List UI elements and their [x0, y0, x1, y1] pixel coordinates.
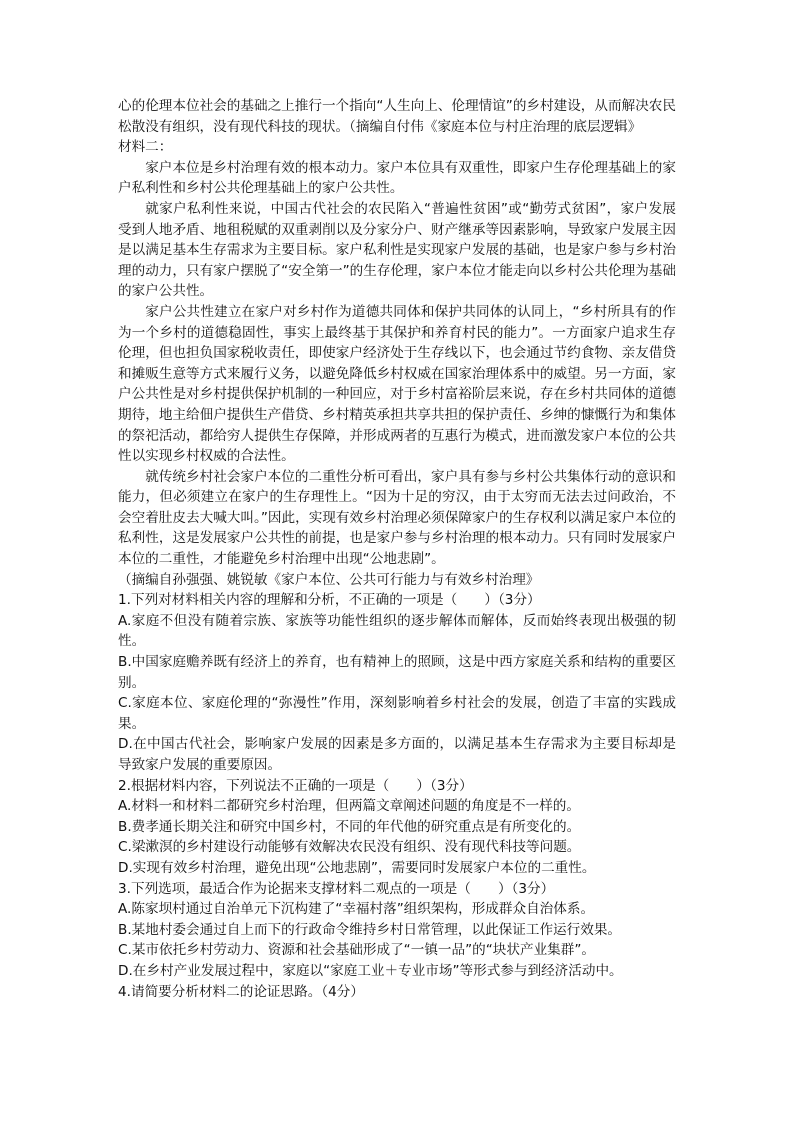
question-3-option-c: C.某市依托乡村劳动力、资源和社会基础形成了“一镇一品”的“块状产业集群”。: [118, 942, 595, 959]
question-1-option-c: C.家庭本位、家庭伦理的“弥漫性”作用，深刻影响着乡村社会的发展，创造了丰富的实践成果。: [118, 695, 676, 732]
exam-page: [118, 96, 676, 1002]
question-2-option-b: B.费孝通长期关注和研究中国乡村，不同的年代他的研究重点是有所变化的。: [118, 818, 581, 835]
question-2-option-c: C.梁漱溟的乡村建设行动能够有效解决农民没有组织、没有现代科技等问题。: [118, 839, 581, 856]
question-1-stem: 1.下列对材料相关内容的理解和分析，不正确的一项是（ ）（3分）: [118, 592, 541, 609]
material-one-tail: 心的伦理本位社会的基础之上推行一个指向“人生向上、伦理情谊”的乡村建设，从而解决农民松散没有组织，没有现代科技的现状。（摘编自付伟《家庭本位与村庄治理的底层逻辑》: [118, 98, 676, 135]
question-2-option-a: A.材料一和材料二都研究乡村治理，但两篇文章阐述问题的角度是不一样的。: [118, 798, 580, 815]
question-3-option-a: A.陈家坝村通过自治单元下沉构建了“幸福村落”组织架构，形成群众自治体系。: [118, 901, 595, 918]
question-1-option-a: A.家庭不但没有随着宗族、家族等功能性组织的逐步解体而解体，反而始终表现出极强的韧性。: [118, 612, 676, 650]
question-1-option-d: D.在中国古代社会，影响家户发展的因素是多方面的，以满足基本生存需求为主要目标却是导致家户发展的重要原因。: [118, 736, 676, 773]
material-two-heading: 材料二：: [118, 139, 173, 156]
material-two-paragraph: 就家户私利性来说，中国古代社会的农民陷入“普遍性贫困”或“勤劳式贫困”，家户发展受到人地矛盾、地租税赋的双重剥削以及分家分户、财产继承等因素影响，导致家户发展主因是以满足基本生存需求为主要目标。家户私利性是实现家户发展的基础，也是家户参与乡村治理的动力，只有家户摆脱了“安全第一”的生存伦理，家户本位才能走向以乡村公共伦理为基础的家户公共性。: [118, 200, 676, 300]
question-2-stem: 2.根据材料内容，下列说法不正确的一项是（ ）（3分）: [118, 777, 473, 794]
material-two-paragraph: 就传统乡村社会家户本位的二重性分析可看出，家户具有参与乡村公共集体行动的意识和能力，但必须建立在家户的生存理性上。“因为十足的穷汉，由于太穷而无法去过问政治，不会空着肚皮去大喊大叫。”因此，实现有效乡村治理必须保障家户的生存权利以满足家户本位的私利性，这是发展家户公共性的前提，也是家户参与乡村治理的根本动力。只有同时发展家户本位的二重性，才能避免乡村治理中出现“公地悲剧”。: [118, 468, 676, 568]
question-3-stem: 3.下列选项，最适合作为论据来支撑材料二观点的一项是（ ）（3分）: [118, 880, 555, 897]
question-4-stem: 4.请简要分析材料二的论证思路。（4分）: [118, 983, 364, 1000]
question-1-option-b: B.中国家庭赡养既有经济上的养育，也有精神上的照顾，这是中西方家庭关系和结构的重要区别。: [118, 654, 676, 691]
material-two-paragraph: 家户公共性建立在家户对乡村作为道德共同体和保护共同体的认同上，“乡村所具有的作为一个乡村的道德稳固性，事实上最终基于其保护和养育村民的能力”。一方面家户追求生存伦理，但也担负国家税收责任，即使家户经济处于生存线以下，也会通过节约食物、亲友借贷和摊贩生意等方式来履行义务，以避免降低乡村权威在国家治理体系中的威望。另一方面，家户公共性是对乡村提供保护机制的一种回应，对于乡村富裕阶层来说，存在乡村共同体的道德期待，地主给佃户提供生产借贷、乡村精英承担共享共担的保护责任、乡绅的慷慨行为和集体的祭祀活动，都给穷人提供生存保障，并形成两者的互惠行为模式，进而激发家户本位的公共性以实现乡村权威的合法性。: [118, 303, 676, 465]
question-2-option-d: D.实现有效乡村治理，避免出现“公地悲剧”，需要同时发展家户本位的二重性。: [118, 859, 596, 876]
question-3-option-d: D.在乡村产业发展过程中，家庭以“家庭工业＋专业市场”等形式参与到经济活动中。: [118, 962, 623, 979]
material-two-source: （摘编自孙强强、姚锐敏《家户本位、公共可行能力与有效乡村治理》: [118, 571, 540, 588]
question-3-option-b: B.某地村委会通过自上而下的行政命令维持乡村日常管理，以此保证工作运行效果。: [118, 921, 622, 938]
material-two-paragraph: 家户本位是乡村治理有效的根本动力。家户本位具有双重性，即家户生存伦理基础上的家户私利性和乡村公共伦理基础上的家户公共性。: [118, 159, 676, 197]
